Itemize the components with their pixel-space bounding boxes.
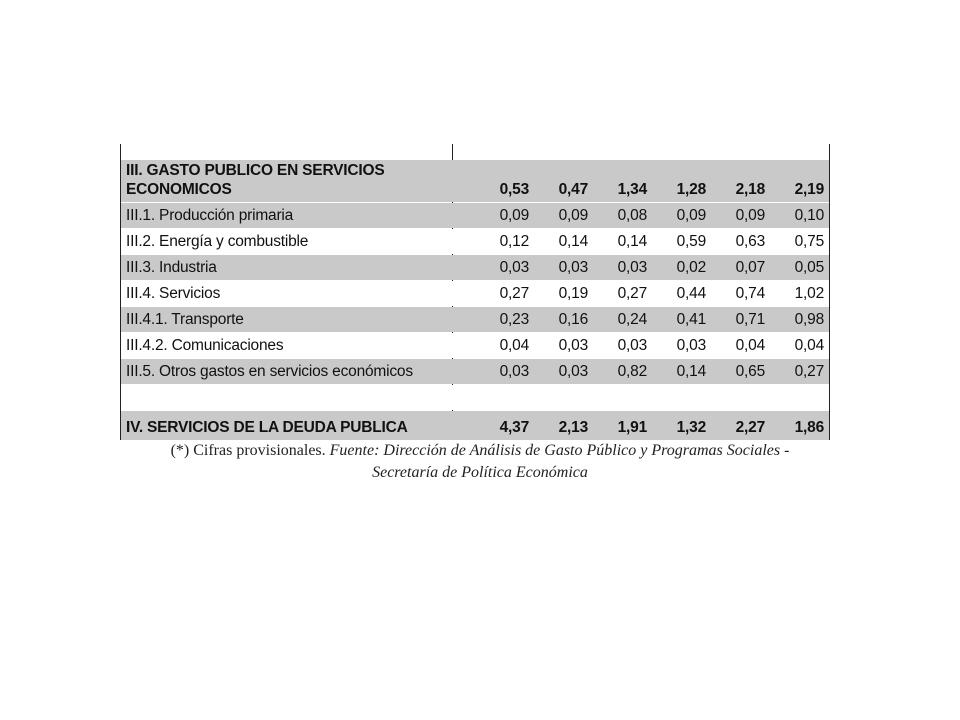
row-label: IV. SERVICIOS DE LA DEUDA PUBLICA [126,419,408,436]
cell-value: 0,09 [735,207,765,224]
cell-value: 0,53 [499,181,529,198]
footnote-note: (*) Cifras provisionales. [170,442,326,459]
row-label [121,407,452,410]
cell-value: 0,03 [676,337,706,354]
cell-value: 0,05 [794,259,824,276]
cell-value: 2,18 [735,181,765,198]
cell-value: 0,09 [676,207,706,224]
cell-value: 0,08 [617,207,647,224]
cell-value: 0,14 [558,233,588,250]
row-label: III.4.2. Comunicaciones [126,337,284,354]
row-values [452,258,829,280]
cell-value: 0,63 [735,233,765,250]
cell-value: 0,03 [558,259,588,276]
cell-value: 0,09 [499,207,529,224]
cell-value: 1,86 [794,419,824,436]
table-footnote [100,440,860,484]
cell-value: 0,27 [617,285,647,302]
table-row-section-iv [121,411,829,440]
table-row [121,255,829,280]
cell-value: 0,03 [558,363,588,380]
cell-value: 0,19 [558,285,588,302]
cell-value: 0,71 [735,311,765,328]
row-label: III.4. Servicios [126,285,221,302]
cell-value: 1,34 [617,181,647,198]
row-label: III.3. Industria [126,259,217,276]
cell-value: 0,03 [499,363,529,380]
cell-value: 0,82 [617,363,647,380]
cell-value: 2,27 [735,419,765,436]
row-label: III.5. Otros gastos en servicios económicos [126,363,413,380]
cell-value: 0,14 [617,233,647,250]
cell-value: 1,91 [617,419,647,436]
table-row [121,307,829,332]
cell-value: 0,47 [558,181,588,198]
table-row [121,333,829,358]
cell-value: 0,75 [794,233,824,250]
cell-value: 0,65 [735,363,765,380]
row-values [452,336,829,358]
row-values [452,362,829,384]
footnote-line1 [100,440,860,462]
cell-value: 1,28 [676,181,706,198]
cell-value: 0,23 [499,311,529,328]
cell-value: 0,03 [617,337,647,354]
cell-value: 0,41 [676,311,706,328]
row-label: III.4.1. Transporte [126,311,244,328]
row-label-line1: III. GASTO PUBLICO EN SERVICIOS [126,162,385,179]
row-values [452,310,829,332]
cell-value: 0,12 [499,233,529,250]
table-row [121,203,829,228]
cell-value: 0,04 [499,337,529,354]
table-row [121,229,829,254]
cell-value: 0,04 [794,337,824,354]
cell-value: 0,27 [794,363,824,380]
footnote-source: Fuente: Dirección de Análisis de Gasto Público y Programas Sociales - [329,442,790,459]
cell-value: 1,02 [794,285,824,302]
row-label: III.1. Producción primaria [126,207,294,224]
row-values [452,284,829,306]
cell-value: 1,32 [676,419,706,436]
row-values [452,418,829,440]
row-values [452,232,829,254]
table-right-rule [829,144,830,440]
row-label: III.2. Energía y combustible [126,233,309,250]
cell-value: 4,37 [499,419,529,436]
cell-value: 0,10 [794,207,824,224]
cell-value: 2,19 [794,181,824,198]
cell-value: 2,13 [558,419,588,436]
table-row [121,359,829,384]
cell-value: 0,04 [735,337,765,354]
cell-value: 0,02 [676,259,706,276]
cell-value: 0,24 [617,311,647,328]
cell-value: 0,74 [735,285,765,302]
table-row [121,281,829,306]
row-values [452,206,829,228]
cell-value: 0,03 [617,259,647,276]
cell-value: 0,09 [558,207,588,224]
table-row-section-iii [121,160,829,202]
row-label [121,161,452,202]
table-row-blank [121,385,829,410]
row-label-line2: ECONOMICOS [126,181,232,198]
cell-value: 0,44 [676,285,706,302]
row-values [452,180,829,202]
cell-value: 0,59 [676,233,706,250]
footnote-source-line2: Secretaría de Política Económica [372,464,588,481]
cell-value: 0,16 [558,311,588,328]
cell-value: 0,27 [499,285,529,302]
cell-value: 0,14 [676,363,706,380]
cell-value: 0,07 [735,259,765,276]
cell-value: 0,98 [794,311,824,328]
cell-value: 0,03 [499,259,529,276]
cell-value: 0,03 [558,337,588,354]
row-values [452,407,829,410]
